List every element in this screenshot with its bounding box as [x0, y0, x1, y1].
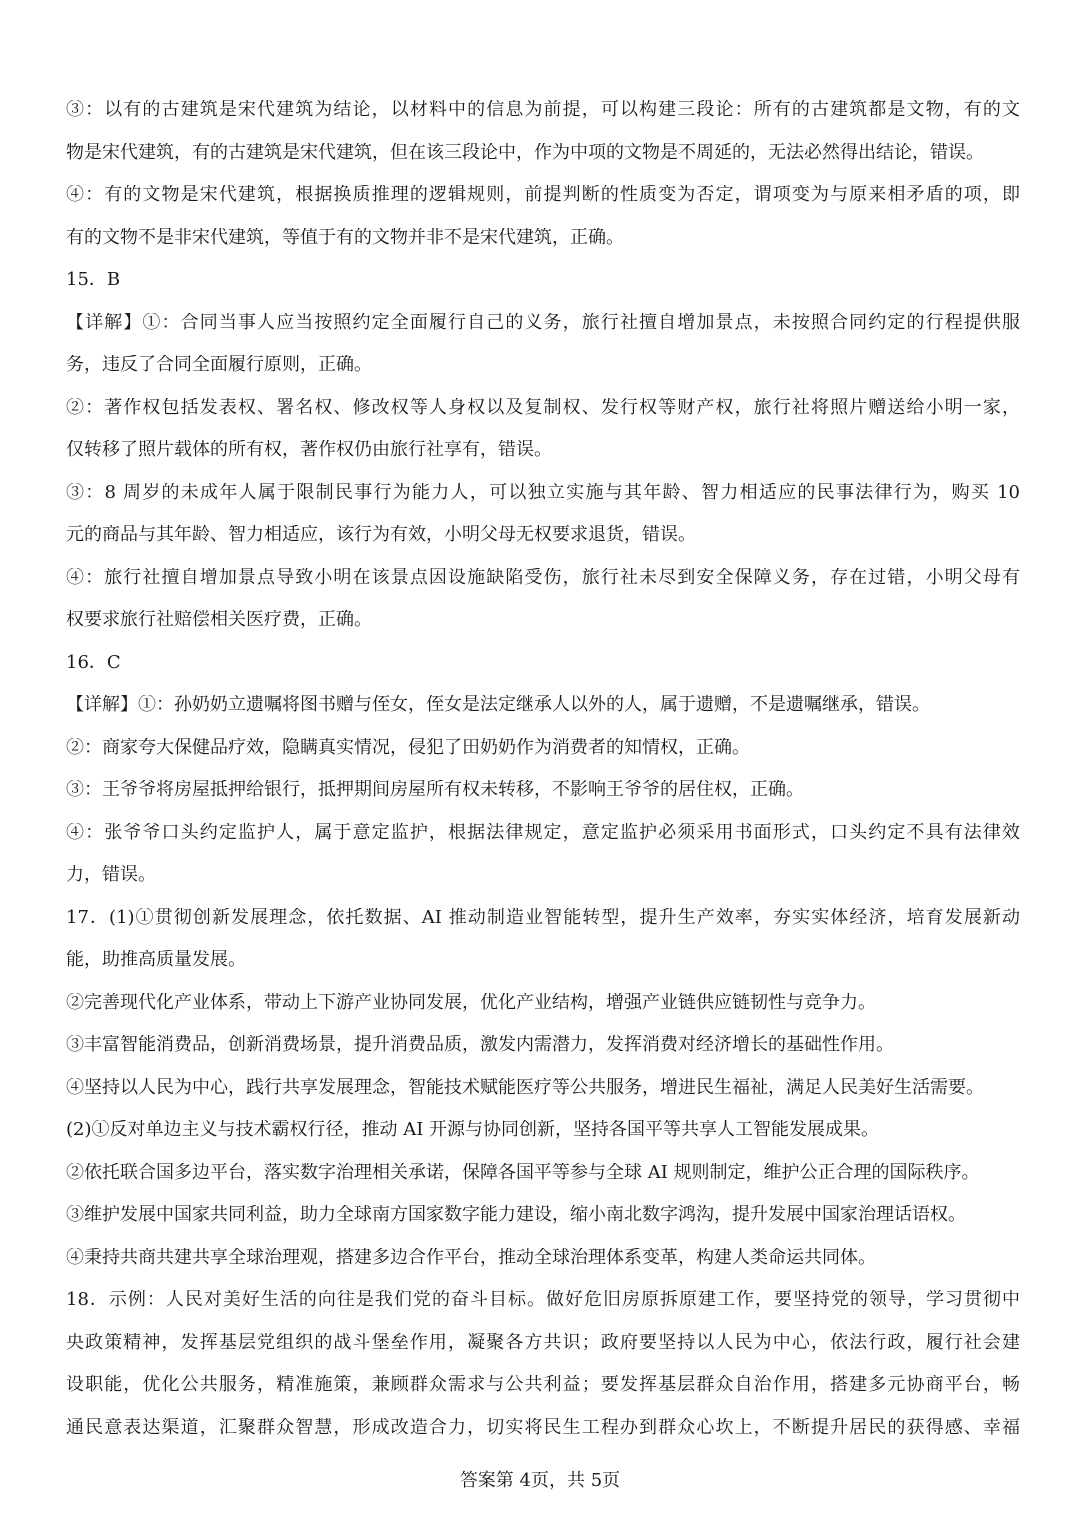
text-line: ③丰富智能消费品，创新消费场景，提升消费品质，激发内需潜力，发挥消费对经济增长的基础性作用。 [66, 1035, 894, 1055]
text-line: 仅转移了照片载体的所有权，著作权仍由旅行社享有，错误。 [66, 440, 552, 460]
text-line: ③：王爷爷将房屋抵押给银行，抵押期间房屋所有权未转移，不影响王爷爷的居住权，正确。 [66, 780, 804, 800]
text-line: 【详解】①：合同当事人应当按照约定全面履行自己的义务，旅行社擅自增加景点，未按照合同约定的行程提供服 [66, 312, 1020, 333]
text-line: 权要求旅行社赔偿相关医疗费，正确。 [66, 610, 372, 630]
text-line: ④：旅行社擅自增加景点导致小明在该景点因设施缺陷受伤，旅行社未尽到安全保障义务，存在过错，小明父母有 [66, 567, 1020, 588]
text-line: ④秉持共商共建共享全球治理观，搭建多边合作平台，推动全球治理体系变革，构建人类命运共同体。 [66, 1247, 876, 1268]
answer-text-body [66, 100, 1020, 1460]
text-line: 15．B [66, 270, 121, 290]
text-line: ④坚持以人民为中心，践行共享发展理念，智能技术赋能医疗等公共服务，增进民生福祉，满足人民美好生活需要。 [66, 1077, 984, 1098]
text-line: 力，错误。 [66, 865, 156, 885]
text-line: ③：以有的古建筑是宋代建筑为结论，以材料中的信息为前提，可以构建三段论：所有的古建筑都是文物，有的文 [66, 100, 1020, 120]
text-line: 务，违反了合同全面履行原则，正确。 [66, 355, 372, 375]
text-line: ②：商家夸大保健品疗效，隐瞒真实情况，侵犯了田奶奶作为消费者的知情权，正确。 [66, 737, 750, 758]
text-line: 设职能，优化公共服务，精准施策，兼顾群众需求与公共利益；要发挥基层群众自治作用，搭建多元协商平台，畅 [66, 1375, 1020, 1395]
text-line: ②完善现代化产业体系，带动上下游产业协同发展，优化产业结构，增强产业链供应链韧性与竞争力。 [66, 992, 876, 1013]
text-line: ②：著作权包括发表权、署名权、修改权等人身权以及复制权、发行权等财产权，旅行社将照片赠送给小明一家， [66, 397, 1020, 418]
text-line: ②依托联合国多边平台，落实数字治理相关承诺，保障各国平等参与全球 AI 规则制定，维护公正合理的国际秩序。 [66, 1162, 980, 1183]
text-line: ④：有的文物是宋代建筑，根据换质推理的逻辑规则，前提判断的性质变为否定，谓项变为与原来相矛盾的项，即 [66, 185, 1020, 205]
text-line: (2)①反对单边主义与技术霸权行径，推动 AI 开源与协同创新，坚持各国平等共享人工智能发展成果。 [66, 1120, 880, 1140]
text-line: 17．(1)①贯彻创新发展理念，依托数据、AI 推动制造业智能转型，提升生产效率，夯实实体经济，培育发展新动 [66, 907, 1020, 928]
text-line: 元的商品与其年龄、智力相适应，该行为有效，小明父母无权要求退货，错误。 [66, 525, 696, 545]
text-line: 通民意表达渠道，汇聚群众智慧，形成改造合力，切实将民生工程办到群众心坎上，不断提升居民的获得感、幸福 [66, 1417, 1020, 1438]
text-line: 央政策精神，发挥基层党组织的战斗堡垒作用，凝聚各方共识；政府要坚持以人民为中心，依法行政，履行社会建 [66, 1332, 1020, 1353]
text-line: ③：8 周岁的未成年人属于限制民事行为能力人，可以独立实施与其年龄、智力相适应的民事法律行为，购买 10 [66, 482, 1020, 503]
page-footer: 答案第 4页，共 5页 [459, 1470, 621, 1491]
text-line: 有的文物不是非宋代建筑，等值于有的文物并非不是宋代建筑，正确。 [66, 227, 624, 248]
text-line: 18．示例：人民对美好生活的向往是我们党的奋斗目标。做好危旧房原拆原建工作，要坚持党的领导，学习贯彻中 [66, 1290, 1020, 1310]
text-line: ④：张爷爷口头约定监护人，属于意定监护，根据法律规定，意定监护必须采用书面形式，口头约定不具有法律效 [66, 822, 1020, 843]
text-line: 能，助推高质量发展。 [66, 950, 246, 970]
text-line: 16．C [66, 652, 121, 673]
text-line: 【详解】①：孙奶奶立遗嘱将图书赠与侄女，侄女是法定继承人以外的人，属于遗赠，不是遗嘱继承，错误。 [66, 695, 930, 715]
text-line: ③维护发展中国家共同利益，助力全球南方国家数字能力建设，缩小南北数字鸿沟，提升发展中国家治理话语权。 [66, 1205, 966, 1225]
text-line: 物是宋代建筑，有的古建筑是宋代建筑，但在该三段论中，作为中项的文物是不周延的，无法必然得出结论，错误。 [66, 142, 984, 163]
